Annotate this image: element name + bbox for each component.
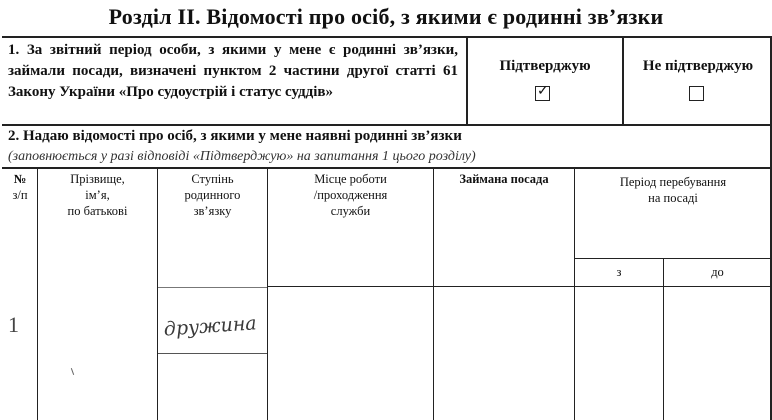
col-header-to: до [711, 265, 724, 279]
handwritten-degree-text: дружина [163, 312, 258, 341]
not-confirm-label: Не підтверджую [642, 58, 754, 74]
col-line-4 [433, 167, 434, 420]
section-2-note: (заповнюється у разі відповіді «Підтверджую» на запитання 1 цього розділу) [8, 149, 476, 164]
section-title: Розділ ІІ. Відомості про осіб, з якими є родинні зв’язки [108, 4, 664, 29]
handwritten-degree [162, 306, 268, 346]
col-header-position: Займана посада [459, 172, 549, 186]
confirm-checkbox[interactable] [535, 86, 550, 101]
col-header-workplace: Місце роботи /проходження служби [313, 172, 388, 218]
q1-divider-1 [466, 36, 468, 124]
header-row-bottom [268, 286, 772, 287]
col-line-6 [663, 258, 664, 420]
section-2-title: 2. Надаю відомості про осіб, з якими у мене наявні родинні зв’язки [8, 128, 462, 144]
table-top-border [2, 167, 772, 169]
header-row-bottom-degree [158, 287, 267, 288]
form-border-right [770, 36, 772, 420]
check-mark-icon: ✓ [537, 84, 549, 99]
row-1-bottom [158, 353, 267, 354]
period-subheader-line [574, 258, 772, 259]
row-1-number: 1 [8, 312, 19, 337]
q1-divider-2 [622, 36, 624, 124]
confirm-label: Підтверджую [499, 58, 591, 74]
col-header-num: № з/п [12, 172, 28, 202]
col-header-from: з [616, 265, 622, 279]
pen-mark [71, 368, 74, 375]
not-confirm-checkbox[interactable] [689, 86, 704, 101]
col-header-name: Прізвище, ім’я, по батькові [67, 172, 128, 218]
col-header-degree: Ступінь родинного зв’язку [184, 172, 241, 218]
form-border-top [2, 36, 772, 38]
col-header-period: Період перебування на посаді [619, 175, 727, 205]
question-1-text: 1. За звітний період особи, з якими у мене є родинні зв’язки, займали посади, визначені пунктом 2 частини другої статті 61 Закону України «Про судоустрій і статус суддів» [8, 42, 458, 100]
q1-bottom-border [2, 124, 772, 126]
